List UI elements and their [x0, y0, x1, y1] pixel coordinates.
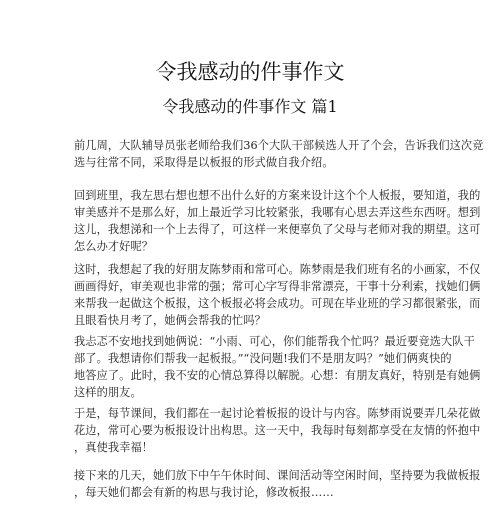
paragraph-line: 接下来的几天，她们放下中午午休时间、课间活动等空闲时间，坚持要为我做板报: [74, 469, 481, 482]
paragraph-3: [74, 261, 481, 329]
paragraph-line: 回到班里，我左思右想也想不出什么好的方案来设计这个个人板报，要知道，我的: [74, 189, 481, 202]
paragraph-line: ，每天她们都会有新的构思与我讨论，修改板报……: [74, 486, 334, 499]
paragraph-line: 这儿，我想涕和一个上去得了，可这样一来便辜负了父母与老师对我的期望。这可: [74, 223, 481, 236]
paragraph-line: 怎么办才好呢？: [74, 240, 154, 253]
paragraph-line: 来帮我一起做这个板报，这个板报必将会成功。可现在毕业班的学习都很紧张，而: [74, 297, 481, 310]
paragraph-line: 这样的朋友。: [74, 386, 142, 399]
paragraph-5: [74, 405, 481, 456]
paragraph-line: 且眼看快月考了，她俩会帮我的忙吗？: [74, 314, 266, 327]
paragraph-line: 部了。我想请你们帮我一起板报。”“没问题!我们不是朋友吗？”她们俩爽快的: [74, 352, 452, 365]
paragraph-6: [74, 467, 481, 501]
paragraph-line: 于是，每节课间，我们都在一起讨论着板报的设计与内容。陈梦雨说要弄几朵花做: [74, 407, 481, 420]
paragraph-line: 这时，我想起了我的好朋友陈梦雨和常可心。陈梦雨是我们班有名的小画家，不仅: [74, 263, 481, 276]
paragraph-4: [74, 333, 481, 401]
section-heading: 令我感动的件事作文 篇1: [162, 97, 338, 116]
paragraph-line: 我忐忑不安地找到她俩说：“小雨、可心，你们能帮我个忙吗？最近要竞选大队干: [74, 335, 475, 348]
paragraph-2: [74, 187, 481, 255]
paragraph-line: ，真使我幸福！: [74, 441, 154, 454]
paragraph-line: 地答应了。此时，我不安的心情总算得以解脱。心想：有朋友真好，特别是有她俩: [74, 369, 481, 382]
paragraph-line: 前几周，大队辅导员张老师给我们36个大队干部候选人开了个会，告诉我们这次竞: [74, 139, 484, 152]
paragraph-line: 花边，常可心要为板报设计出构思。这一天中，我每时每刻都享受在友情的怀抱中: [74, 424, 481, 437]
paragraph-line: 选与往常不同，采取得是以板报的形式做自我介绍。: [74, 156, 334, 169]
page-title: 令我感动的件事作文: [155, 60, 345, 84]
paragraph-1: [74, 137, 484, 171]
paragraph-line: 审美感并不是那么好，加上最近学习比较紧张，我哪有心思去弄这些东西呀。想到: [74, 206, 481, 219]
paragraph-line: 画画得好，审美观也非常的强；常可心字写得非常漂亮，干事十分利索，找她们俩: [74, 280, 481, 293]
